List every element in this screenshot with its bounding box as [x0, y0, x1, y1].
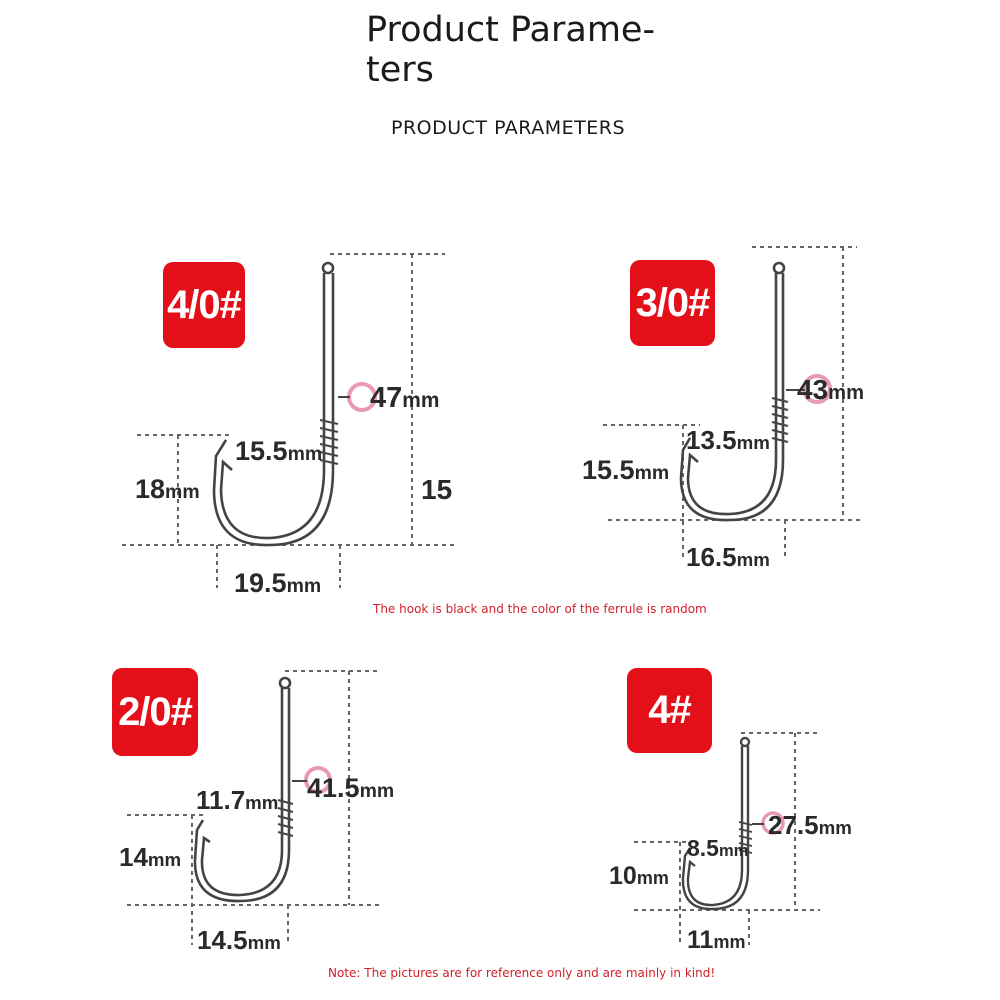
- hook-4-0-bend-unit: mm: [165, 481, 200, 503]
- hook-2-0-shank-unit: mm: [359, 780, 395, 802]
- reference-note: Note: The pictures are for reference only and are mainly in kind!: [328, 966, 716, 980]
- hook-4-0-shank-unit: mm: [402, 389, 440, 412]
- size-badge-4: 4#: [627, 668, 712, 753]
- hook-4-gap-width: [687, 835, 748, 862]
- hook-2-0-shank-value: 41.5: [307, 773, 360, 803]
- hook-3-0-shank-value: 43: [797, 374, 829, 405]
- hook-2-0-bottom-unit: mm: [247, 932, 281, 953]
- hook-4-bottom-value: 11: [687, 926, 714, 954]
- hook-3-0-bend-value: 15.5: [582, 455, 635, 485]
- hook-3-0-bottom-value: 16.5: [686, 542, 737, 572]
- hook-4-bend-value: 10: [609, 862, 637, 890]
- hook-4-0-shank-value: 47: [370, 382, 403, 414]
- page-subtitle: PRODUCT PARAMETERS: [391, 117, 626, 139]
- size-badge-4-0: 4/0#: [163, 262, 245, 348]
- size-badge-3-0: 3/0#: [630, 260, 715, 346]
- hook-2-0-bend-value: 14: [119, 842, 148, 872]
- hook-2-0-bottom-value: 14.5: [197, 925, 248, 955]
- hook-4-bottom-width: [687, 926, 745, 955]
- hook-4-0-total-height: 15: [421, 474, 453, 505]
- hook-4-0-bottom-unit: mm: [286, 575, 322, 597]
- size-badge-2-0: 2/0#: [112, 668, 198, 756]
- hook-3-0-bend-unit: mm: [634, 462, 670, 484]
- hook-4-bend-depth: [609, 862, 669, 891]
- hook-2-0-gap-unit: mm: [245, 792, 279, 813]
- hook-4-shank-unit: mm: [818, 817, 852, 838]
- hook-4-0-bottom-value: 19.5: [234, 568, 287, 598]
- page-title-text: Product Parame- ters: [366, 10, 656, 90]
- hook-2-0-bend-unit: mm: [147, 849, 182, 870]
- hook-4-0-bend-value: 18: [135, 474, 166, 504]
- hook-3-0-shank-unit: mm: [828, 382, 865, 404]
- hook-4-shank-value: 27.5: [768, 810, 819, 840]
- ferrule-color-note: The hook is black and the color of the ferrule is random: [373, 602, 707, 616]
- hook-4-shank-length: [768, 810, 852, 841]
- hook-4-gap-value: 8.5: [687, 835, 719, 861]
- hook-3-0-gap-unit: mm: [736, 432, 770, 453]
- hook-4-0-gap-unit: mm: [287, 443, 323, 465]
- hook-3-0-bottom-unit: mm: [736, 549, 770, 570]
- hook-3-0-gap-value: 13.5: [686, 425, 737, 455]
- hook-4-gap-unit: mm: [718, 841, 749, 860]
- hook-2-0-gap-value: 11.7: [196, 785, 246, 815]
- hook-4-bend-unit: mm: [636, 868, 669, 888]
- hook-4-bottom-unit: mm: [713, 932, 746, 952]
- hook-4-0-gap-value: 15.5: [235, 436, 288, 466]
